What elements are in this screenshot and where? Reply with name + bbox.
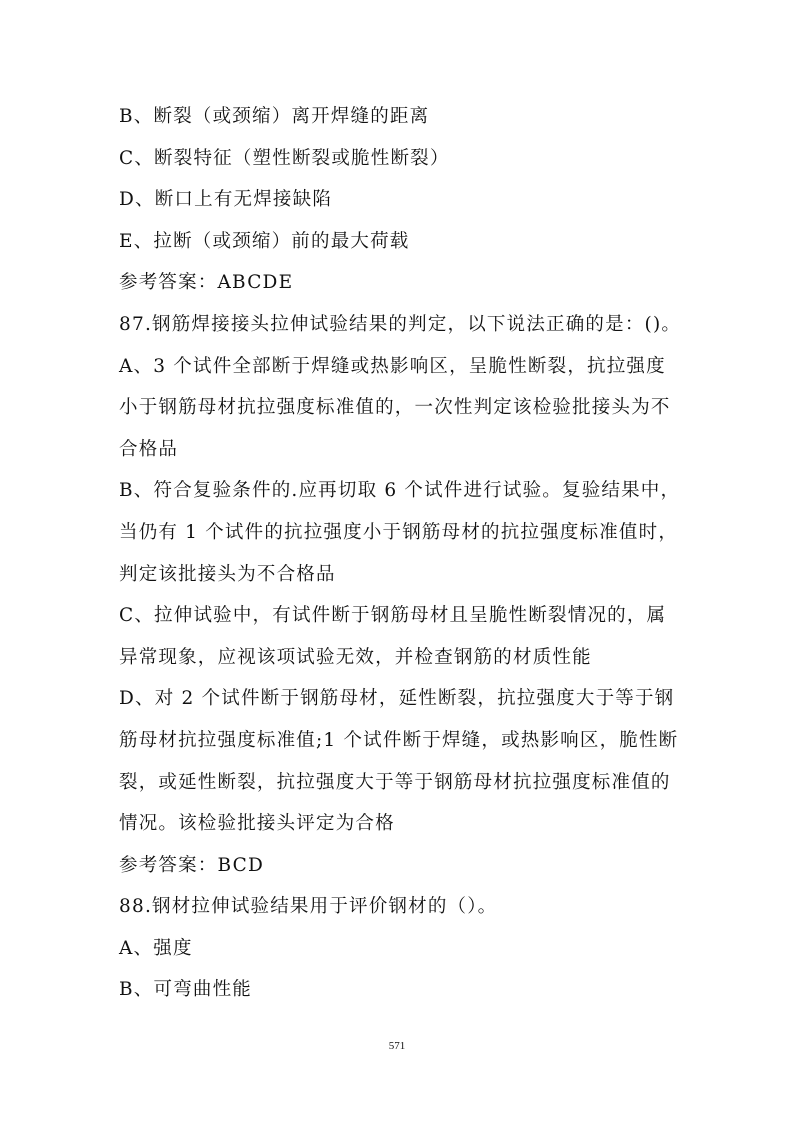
- option-b-fracture-distance: B、断裂（或颈缩）离开焊缝的距离: [119, 106, 430, 127]
- q87-option-b-line-3: 判定该批接头为不合格品: [119, 563, 336, 585]
- option-d-weld-defect: D、断口上有无焊接缺陷: [119, 189, 333, 211]
- document-body: [119, 96, 682, 1011]
- answer-87: 参考答案：BCD: [119, 854, 265, 876]
- answer-86: 参考答案：ABCDE: [119, 272, 294, 294]
- q87-option-a-line-3: 合格品: [119, 438, 179, 460]
- q88-option-a: A、强度: [119, 937, 193, 959]
- q87-option-b-line-1: B、符合复验条件的.应再切取 6 个试件进行试验。复验结果中，: [119, 480, 681, 502]
- q87-option-d-line-1: D、对 2 个试件断于钢筋母材，延性断裂，抗拉强度大于等于钢: [119, 688, 675, 710]
- q88-option-b: B、可弯曲性能: [119, 979, 252, 1001]
- q87-option-c-line-1: C、拉伸试验中，有试件断于钢筋母材且呈脆性断裂情况的，属: [119, 605, 667, 627]
- option-c-fracture-feature: C、断裂特征（塑性断裂或脆性断裂）: [119, 147, 450, 169]
- q87-option-a-line-1: A、3 个试件全部断于焊缝或热影响区，呈脆性断裂，抗拉强度: [119, 355, 666, 377]
- q87-option-d-line-4: 情况。该检验批接头评定为合格: [119, 813, 395, 835]
- page-number: 571: [388, 1040, 406, 1052]
- option-e-max-load: E、拉断（或颈缩）前的最大荷载: [119, 230, 410, 252]
- q87-option-b-line-2: 当仍有 1 个试件的抗拉强度小于钢筋母材的抗拉强度标准值时，: [119, 521, 679, 543]
- question-87: 87.钢筋焊接接头拉伸试验结果的判定，以下说法正确的是：()。: [119, 313, 682, 335]
- question-88: 88.钢材拉伸试验结果用于评价钢材的（）。: [119, 896, 498, 918]
- q87-option-d-line-3: 裂，或延性断裂，抗拉强度大于等于钢筋母材抗拉强度标准值的: [119, 771, 671, 793]
- q87-option-c-line-2: 异常现象，应视该项试验无效，并检查钢筋的材质性能: [119, 646, 592, 668]
- q87-option-d-line-2: 筋母材抗拉强度标准值;1 个试件断于焊缝，或热影响区，脆性断: [119, 729, 679, 751]
- q87-option-a-line-2: 小于钢筋母材抗拉强度标准值的，一次性判定该检验批接头为不: [119, 397, 671, 419]
